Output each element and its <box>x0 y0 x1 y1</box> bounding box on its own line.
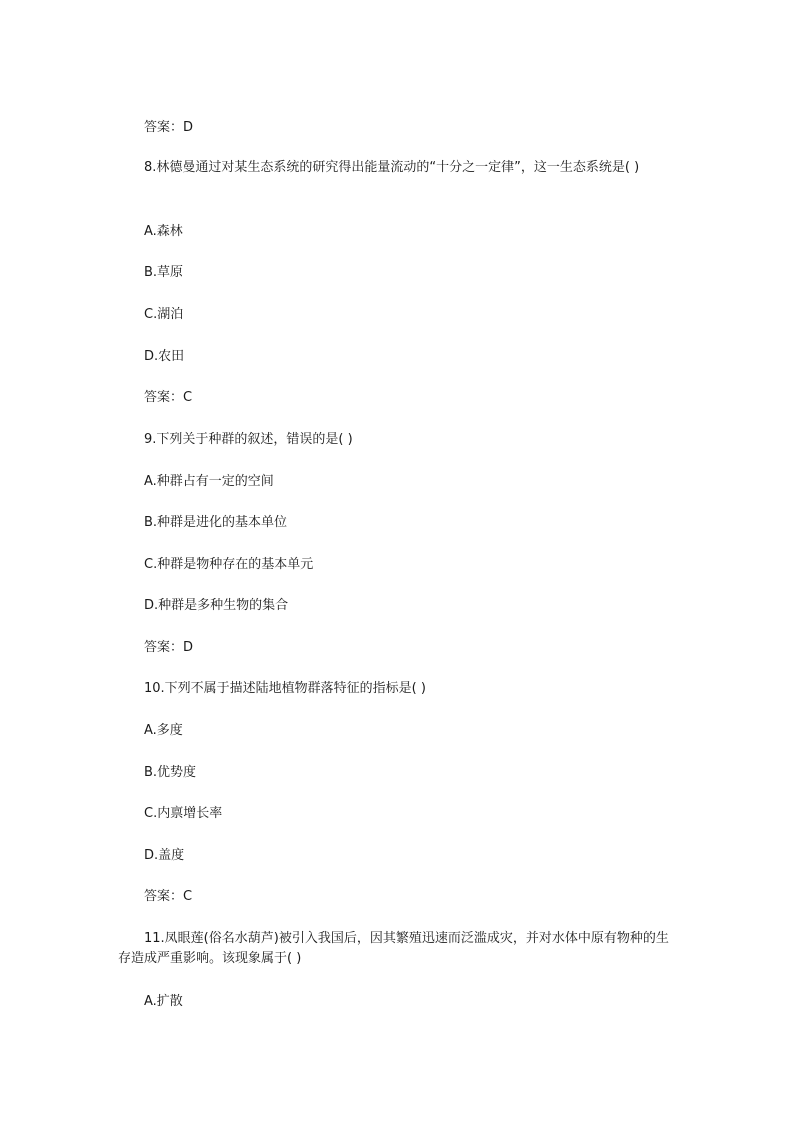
answer-7: 答案：D <box>144 120 194 135</box>
question-10-stem: 10.下列不属于描述陆地植物群落特征的指标是( ) <box>144 681 426 696</box>
question-10-option-c: C.内禀增长率 <box>144 806 223 821</box>
question-11-stem: 11.凤眼莲(俗名水葫芦)被引入我国后，因其繁殖迅速而泛滥成灾，并对水体中原有物种的生存造成严重影响。该现象属于( ) <box>118 931 669 966</box>
question-9-option-a: A.种群占有一定的空间 <box>144 474 274 489</box>
question-8-option-d: D.农田 <box>144 349 185 364</box>
question-10-option-b: B.优势度 <box>144 765 197 780</box>
question-8-stem: 8.林德曼通过对某生态系统的研究得出能量流动的“十分之一定律”，这一生态系统是( ) <box>144 160 640 175</box>
answer-10: 答案：C <box>144 889 193 904</box>
question-9-stem: 9.下列关于种群的叙述，错误的是( ) <box>144 432 353 447</box>
question-9-option-c: C.种群是物种存在的基本单元 <box>144 557 314 572</box>
question-9-option-d: D.种群是多种生物的集合 <box>144 598 289 613</box>
question-11-option-a: A.扩散 <box>144 994 183 1009</box>
question-10-option-a: A.多度 <box>144 723 183 738</box>
question-8-option-a: A.森林 <box>144 224 183 239</box>
question-10-option-d: D.盖度 <box>144 848 185 863</box>
question-8-option-c: C.湖泊 <box>144 307 184 322</box>
answer-8: 答案：C <box>144 390 193 405</box>
question-9-option-b: B.种群是进化的基本单位 <box>144 515 288 530</box>
question-8-option-b: B.草原 <box>144 265 184 280</box>
answer-9: 答案：D <box>144 640 194 655</box>
